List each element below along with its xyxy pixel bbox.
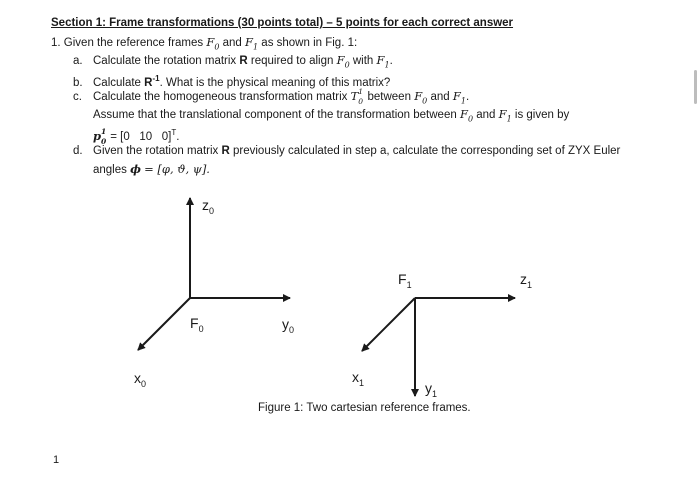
frame0-label: $F_0$ — [190, 315, 204, 334]
frame-0 — [134, 197, 294, 389]
question-number: 1. — [51, 37, 61, 49]
y1-label: $y_1$ — [425, 380, 438, 399]
x1-label: $x_1$ — [352, 369, 365, 388]
euler-angles: angles ϕ = [φ, ϑ, ψ]. — [93, 162, 210, 176]
section-title: Section 1: Frame transformations (30 points total) – 5 points for each correct answer — [51, 17, 514, 29]
question-item-b: b. Calculate $R^{-1}$. What is the physical meaning of this matrix? — [73, 74, 391, 89]
question-item-c: c. Calculate the homogeneous transformation matrix T 1 0 between $F_0$ and $F_1$. — [73, 87, 470, 106]
question-1-intro: 1. Given the reference frames $F_0$ and $F_1$ as shown in Fig. 1: — [51, 35, 358, 52]
x0-axis — [138, 298, 190, 350]
figure-caption: Figure 1: Two cartesian reference frames. — [258, 402, 471, 414]
frame1-label: $F_1$ — [398, 271, 412, 290]
frame-1 — [352, 271, 532, 399]
z0-label: $z_0$ — [202, 197, 215, 216]
vertical-scrollbar[interactable] — [694, 70, 697, 104]
page-number: 1 — [53, 454, 60, 466]
z1-label: $z_1$ — [520, 271, 533, 290]
y0-label: $y_0$ — [282, 316, 295, 335]
x1-axis — [362, 298, 415, 351]
translation-vector: p 1 0 = [0 10 0]$^T$. — [93, 126, 180, 146]
question-item-c-assumption: Assume that the translational component of the transformation between $F_0$ and $F_1$ is given by — [93, 107, 570, 124]
question-item-a: a. Calculate the rotation matrix R required to align $F_0$ with $F_1$. — [73, 53, 393, 70]
x0-label: $x_0$ — [134, 370, 147, 389]
question-item-d: d. Given the rotation matrix R previously calculated in step a, calculate the corresponding set of ZYX Euler — [73, 145, 621, 157]
